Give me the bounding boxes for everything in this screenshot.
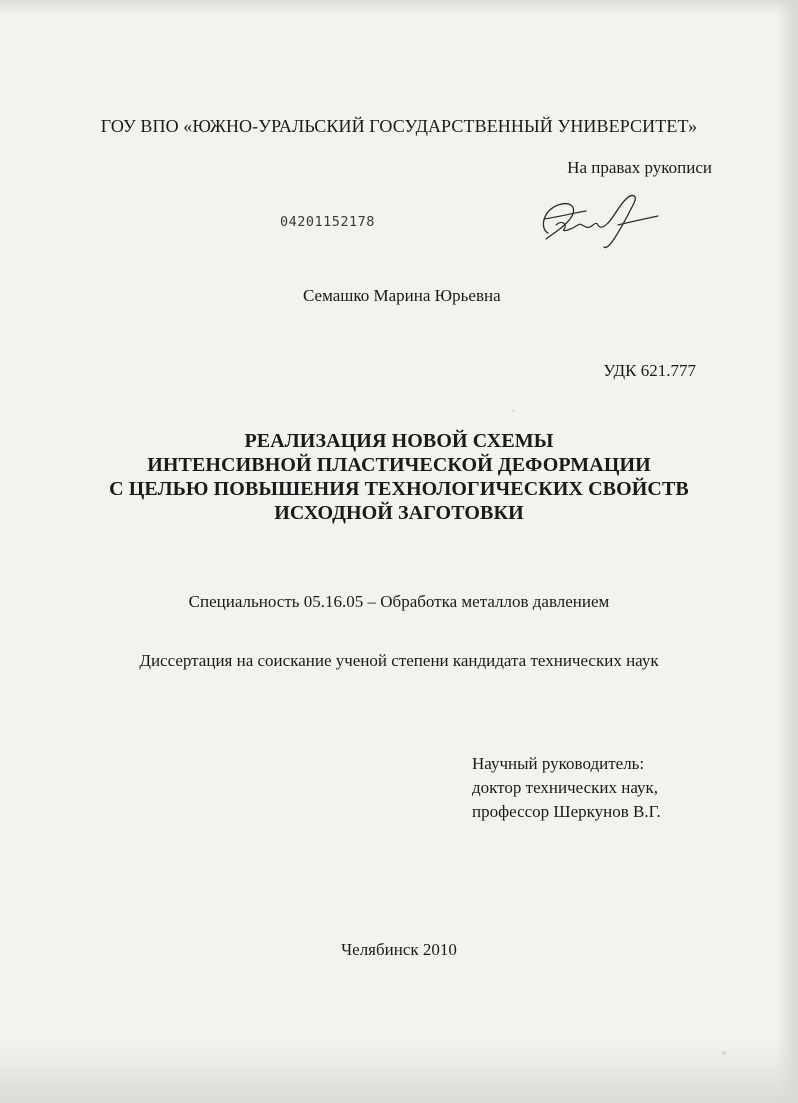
supervisor-block [472,752,661,824]
city-year: Челябинск 2010 [341,940,457,959]
title-line: С ЦЕЛЬЮ ПОВЫШЕНИЯ ТЕХНОЛОГИЧЕСКИХ СВОЙСТВ [109,478,689,500]
scan-speck [512,409,515,412]
scan-shadow-right [776,0,798,1103]
title-line: ИСХОДНОЙ ЗАГОТОВКИ [274,502,524,524]
degree-line: Диссертация на соискание ученой степени кандидата технических наук [139,651,659,670]
udk-code: УДК 621.777 [603,361,696,380]
inventory-number: 04201152178 [280,214,375,230]
manuscript-note: На правах рукописи [567,158,712,177]
supervisor-name: профессор Шеркунов В.Г. [472,802,661,821]
dissertation-title [0,429,798,525]
university-header: ГОУ ВПО «ЮЖНО-УРАЛЬСКИЙ ГОСУДАРСТВЕННЫЙ УНИВЕРСИТЕТ» [100,116,698,136]
supervisor-degree: доктор технических наук, [472,778,659,797]
scan-speck [722,1051,726,1055]
title-line: РЕАЛИЗАЦИЯ НОВОЙ СХЕМЫ [244,430,554,452]
supervisor-label: Научный руководитель: [472,754,645,773]
signature-icon [534,189,664,259]
title-line: ИНТЕНСИВНОЙ ПЛАСТИЧЕСКОЙ ДЕФОРМАЦИИ [147,454,651,476]
specialty-line: Специальность 05.16.05 – Обработка металлов давлением [188,592,610,611]
scan-shadow-top [0,0,798,14]
author-name: Семашко Марина Юрьевна [303,286,501,305]
scan-shadow-bottom [0,1043,798,1103]
